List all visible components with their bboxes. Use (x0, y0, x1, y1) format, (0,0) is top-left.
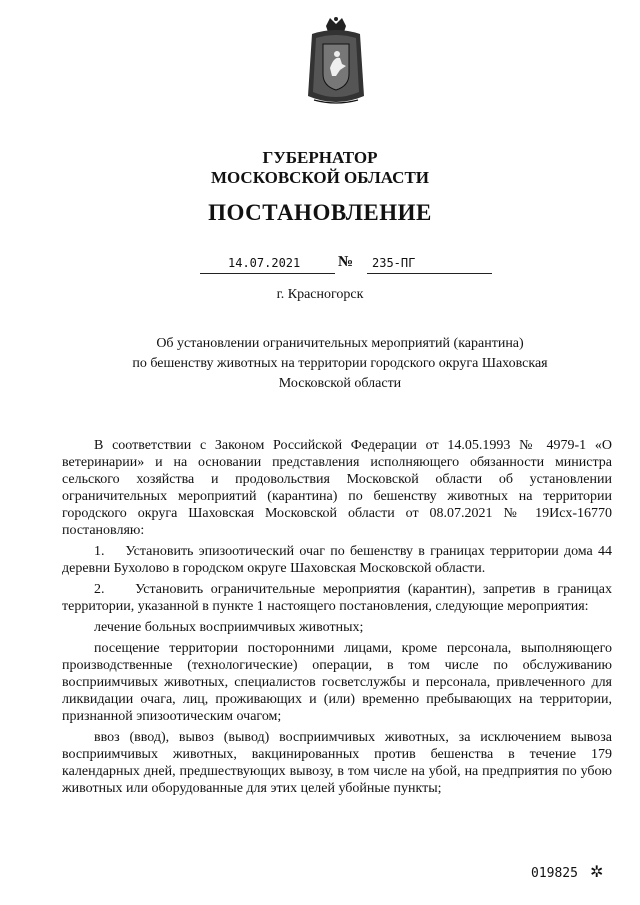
document-date: 14.07.2021 (228, 256, 301, 270)
number-sign: № (338, 254, 354, 270)
item-2-paragraph: 2. Установить ограничительные мероприятия (карантин), запретив в границах территории, указанной в пункте 1 настоящего постановления, следующие мероприятия: (62, 582, 612, 614)
document-number: 235-ПГ (372, 256, 416, 270)
moscow-oblast-coat-of-arms-icon (306, 16, 366, 108)
document-type-heading: ПОСТАНОВЛЕНИЕ (208, 200, 432, 225)
measure-3-paragraph: ввоз (ввод), вывоз (вывод) восприимчивых животных, за исключением вывоза восприимчивых животных, вакцинированных против бешенства в течение 179 календарных дней, предшествующих вывозу, в том числе на убой, на предприятия по убою животных или оборудованные для этих целей убойные пункты; (62, 730, 612, 796)
measure-1-paragraph: лечение больных восприимчивых животных; (94, 620, 364, 635)
authority-line-1: ГУБЕРНАТОР (262, 148, 378, 167)
measure-2-paragraph: посещение территории посторонними лицами, кроме персонала, выполняющего производственные (технологические) операции, в том числе по обслуживанию восприимчивых животных, специалистов госветслужбы и персонала, привлеченного для ликвидации очага, лиц, проживающих и (или) временно пребывающих на территории, признанной эпизоотическим очагом; (62, 641, 612, 724)
preamble-paragraph: В соответствии с Законом Российской Федерации от 14.05.1993 № 4979-1 «О ветеринарии» и на основании представления исполняющего обязанности министра сельского хозяйства и продовольствия Московской области об установлении ограничительных мероприятий (карантина) по бешенству животных на территории городского округа Шаховская Московской области от 08.07.2021 № 19Исх-16770 постановляю: (62, 438, 612, 538)
registration-line (200, 256, 500, 276)
authority-line-2: МОСКОВСКОЙ ОБЛАСТИ (210, 168, 430, 187)
title-line-3: Московской области (278, 376, 402, 391)
date-underline (200, 273, 335, 274)
stamp-number: 019825 (531, 866, 578, 881)
item-1-paragraph: 1. Установить эпизоотический очаг по бешенству в границах территории дома 44 деревни Бухолово в городском округе Шаховская Московской области. (62, 544, 612, 576)
city-of-issue: г. Красногорск (276, 287, 364, 302)
title-line-2: по бешенству животных на территории городского округа Шаховская (132, 356, 548, 371)
title-line-1: Об установлении ограничительных мероприятий (карантина) (156, 336, 524, 351)
document-body (62, 437, 612, 801)
document-title (60, 334, 620, 394)
stamp-star-icon: ✲ (590, 864, 604, 881)
number-underline (367, 273, 492, 274)
